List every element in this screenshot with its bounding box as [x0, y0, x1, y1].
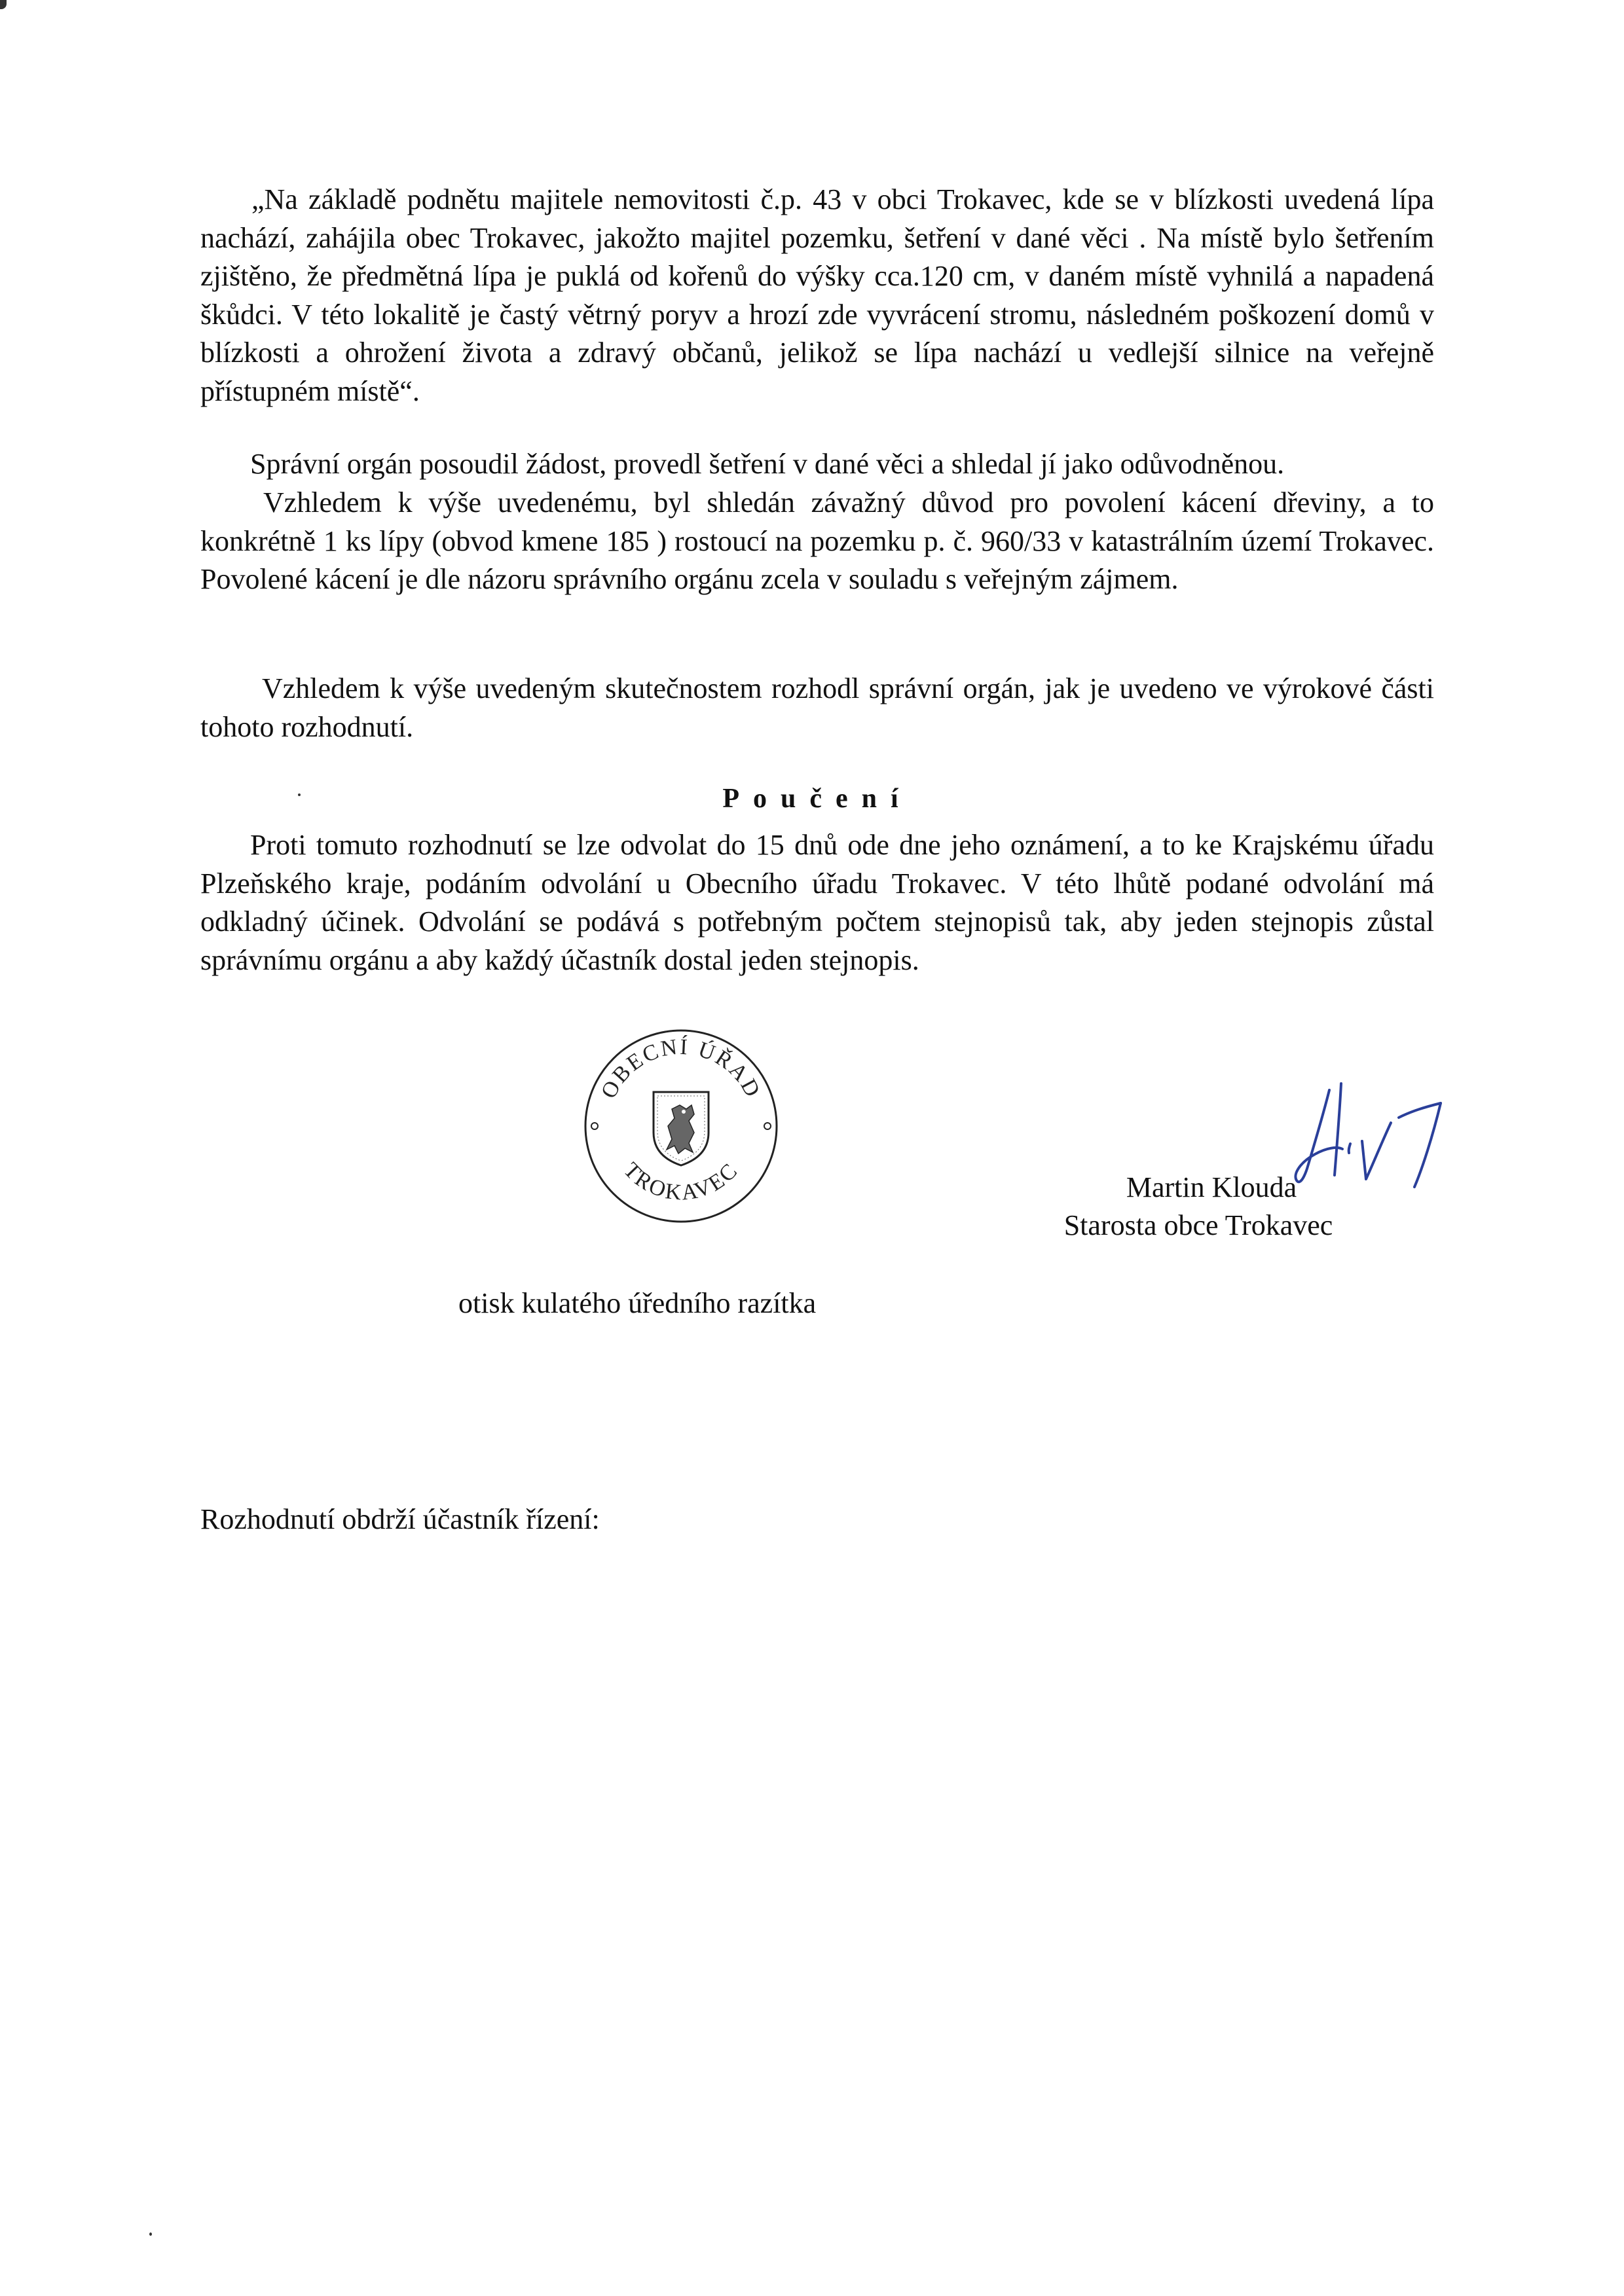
pouceni-paragraph: Proti tomuto rozhodnutí se lze odvolat do 15 dnů ode dne jeho oznámení, a to ke Krajskému úřadu Plzeňského kraje, podáním odvolání u Obecního úřadu Trokavec. V této lhůtě podané odvolání má odkladný účinek. Odvolání se podává s potřebným počtem stejnopisů tak, aby jeden stejnopis zůstal správnímu orgánu a aby každý účastník dostal jeden stejnopis. [200, 829, 1434, 976]
scan-speck [149, 2232, 152, 2236]
signer-name: Martin Klouda [1126, 1171, 1297, 1203]
stamp-right-ring-mark [764, 1123, 771, 1129]
quote-paragraph: „Na základě podnětu majitele nemovitosti č.p. 43 v obci Trokavec, kde se v blízkosti uvedená lípa nachází, zahájila obec Trokavec, jakožto majitel pozemku, šetření v dané věci . Na místě bylo šetřením zjištěno, že předmětná lípa je puklá od kořenů do výšky cca.120 cm, v daném místě vyhnilá a napadená škůdci. V této lokalitě je častý větrný poryv a hrozí zde vyvrácení stromu, následném poškození domů v blízkosti a ohrožení života a zdravý občanů, jelikož se lípa nachází u vedlejší silnice na veřejně přístupném místě“. [200, 183, 1434, 407]
stamp-bottom-text: TROKAVEC [618, 1157, 744, 1205]
signer-title: Starosta obce Trokavec [1063, 1209, 1333, 1241]
stamp-caption: otisk kulatého úředního razítka [458, 1287, 817, 1319]
scan-speck [298, 793, 301, 796]
scan-corner-mark [0, 0, 7, 9]
review-paragraph: Správní orgán posoudil žádost, provedl šetření v dané věci a shledal jí jako odůvodněnou. [250, 448, 1285, 480]
decision-paragraph: Vzhledem k výše uvedenému, byl shledán závažný důvod pro povolení kácení dřeviny, a to konkrétně 1 ks lípy (obvod kmene 185 ) rostoucí na pozemku p. č. 960/33 v katastrálním území Trokavec. Povolené kácení je dle názoru správního orgánu zcela v souladu s veřejným zájmem. [200, 486, 1434, 595]
recipients-label: Rozhodnutí obdrží účastník řízení: [200, 1503, 600, 1535]
coat-of-arms-icon [654, 1092, 709, 1165]
pouceni-heading: Poučení [722, 784, 912, 814]
stamp-left-ring-mark [591, 1123, 598, 1129]
stamp-top-text: OBECNÍ ÚŘAD [597, 1034, 766, 1102]
conclusion-paragraph: Vzhledem k výše uvedeným skutečnostem rozhodl správní orgán, jak je uvedeno ve výrokové části tohoto rozhodnutí. [200, 672, 1434, 743]
official-stamp [576, 1028, 786, 1224]
